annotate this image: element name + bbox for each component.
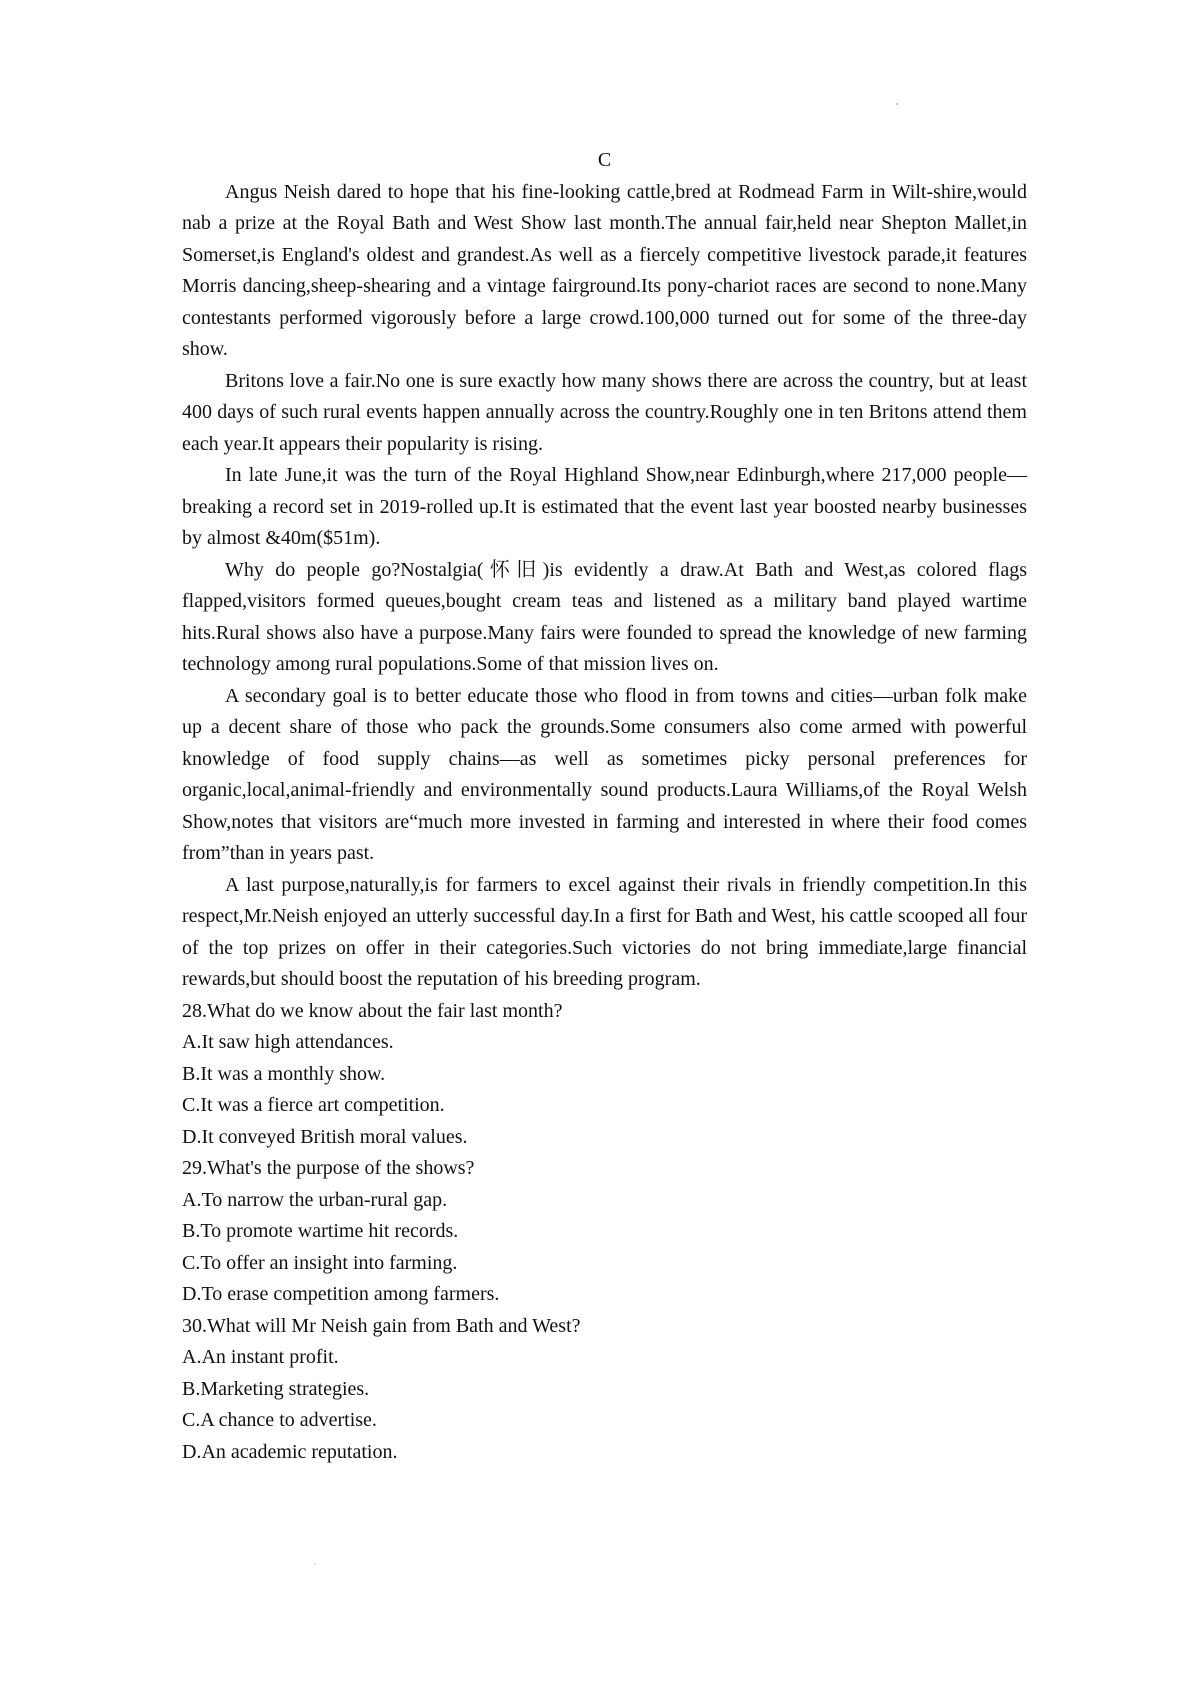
answer-option-d[interactable]: D.To erase competition among farmers.	[182, 1283, 500, 1305]
answer-option-b[interactable]: B.It was a monthly show.	[182, 1062, 386, 1085]
scan-speck	[896, 103, 898, 105]
question-stem: 30.What will Mr Neish gain from Bath and West?	[182, 1314, 581, 1337]
answer-option-a[interactable]: A.It saw high attendances.	[182, 1031, 394, 1053]
answer-option-c[interactable]: C.A chance to advertise.	[182, 1409, 377, 1431]
paragraph: Britons love a fair.No one is sure exactly how many shows there are across the country, but at least 400 days of such rural events happen annually across the country.Roughly one in ten Britons attend them each year.It appears their popularity is rising.	[182, 369, 1027, 455]
paragraph: A last purpose,naturally,is for farmers to excel against their rivals in friendly competition.In this respect,Mr.Neish enjoyed an utterly successful day.In a first for Bath and West, his cattle scooped all four of the top prizes on offer in their categories.Such victories do not bring immediate,large financial rewards,but should boost the reputation of his breeding program.	[182, 873, 1027, 990]
answer-option-d[interactable]: D.It conveyed British moral values.	[182, 1125, 468, 1148]
question-30	[182, 1311, 1027, 1469]
paragraph: Why do people go?Nostalgia(怀旧)is evidently a draw.At Bath and West,as colored flags flapped,visitors formed queues,bought cream teas and listened as a military band played wartime hits.Rural shows also have a purpose.Many fairs were founded to spread the knowledge of new farming technology among rural populations.Some of that mission lives on.	[182, 558, 1027, 675]
section-heading: C	[597, 149, 612, 171]
question-28	[182, 996, 1027, 1154]
answer-option-b[interactable]: B.To promote wartime hit records.	[182, 1220, 459, 1242]
answer-option-d[interactable]: D.An academic reputation.	[182, 1440, 398, 1463]
answer-option-a[interactable]: A.An instant profit.	[182, 1346, 339, 1368]
paragraph: A secondary goal is to better educate those who flood in from towns and cities—urban folk make up a decent share of those who pack the grounds.Some consumers also come armed with powerful knowledge of food supply chains—as well as sometimes picky personal preferences for organic,local,animal-friendly and environmentally sound products.Laura Williams,of the Royal Welsh Show,notes that visitors are“much more invested in farming and interested in where their food comes from”than in years past.	[182, 684, 1027, 864]
scan-speck	[314, 1563, 316, 1565]
answer-option-a[interactable]: A.To narrow the urban-rural gap.	[182, 1188, 448, 1211]
answer-option-c[interactable]: C.To offer an insight into farming.	[182, 1251, 458, 1274]
answer-option-b[interactable]: B.Marketing strategies.	[182, 1377, 370, 1400]
paragraph: Angus Neish dared to hope that his fine-looking cattle,bred at Rodmead Farm in Wilt-shire,would nab a prize at the Royal Bath and West Show last month.The annual fair,held near Shepton Mallet,in Somerset,is England's oldest and grandest.As well as a fiercely competitive livestock parade,it features Morris dancing,sheep-shearing and a vintage fairground.Its pony-chariot races are second to none.Many contestants performed vigorously before a large crowd.100,000 turned out for some of the three-day show.	[182, 180, 1027, 360]
question-stem: 29.What's the purpose of the shows?	[182, 1157, 475, 1179]
question-29	[182, 1153, 1027, 1311]
question-stem: 28.What do we know about the fair last month?	[182, 999, 563, 1022]
answer-option-c[interactable]: C.It was a fierce art competition.	[182, 1094, 445, 1116]
reading-passage	[182, 145, 1027, 1468]
paragraph: In late June,it was the turn of the Royal Highland Show,near Edinburgh,where 217,000 people—breaking a record set in 2019-rolled up.It is estimated that the event last year boosted nearby businesses by almost &40m($51m).	[182, 464, 1027, 549]
